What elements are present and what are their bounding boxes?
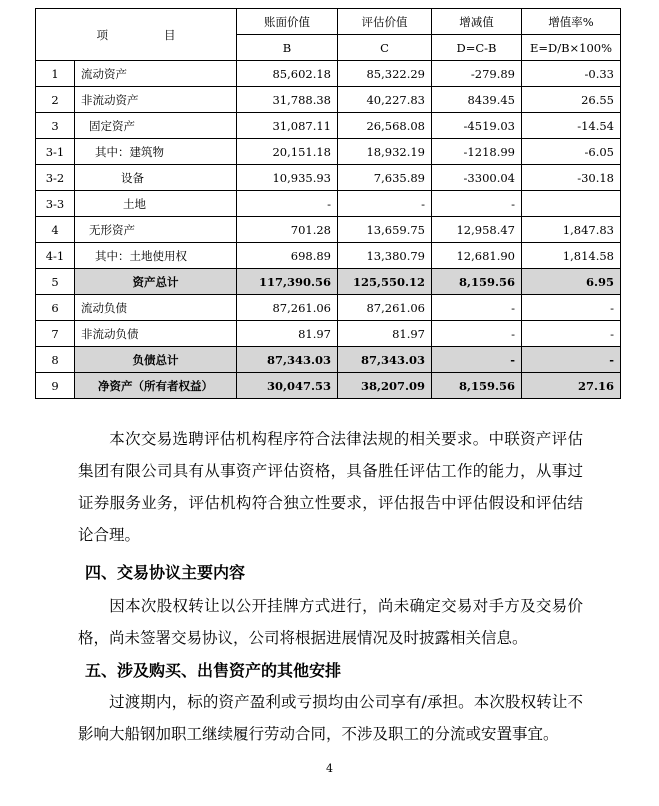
row-no: 3 [36,113,75,139]
row-rate: 27.16 [522,373,621,399]
row-rate: -14.54 [522,113,621,139]
paragraph-agreement [78,590,583,654]
table-header-row [36,9,621,35]
table-row [36,139,621,165]
row-book: 81.97 [237,321,338,347]
row-eval: 87,343.03 [338,347,432,373]
row-eval: 13,659.75 [338,217,432,243]
row-label: 土地 [75,191,237,217]
row-label: 净资产（所有者权益） [75,373,237,399]
header-diff: 增减值 [432,9,522,35]
row-diff: - [432,321,522,347]
table-row [36,295,621,321]
row-no: 8 [36,347,75,373]
row-no: 2 [36,87,75,113]
row-label: 非流动负债 [75,321,237,347]
subheader-eval: C [338,35,432,61]
row-eval: - [338,191,432,217]
row-eval: 87,261.06 [338,295,432,321]
row-rate: -30.18 [522,165,621,191]
header-item: 项 目 [36,9,237,61]
table-row [36,217,621,243]
row-rate: 26.55 [522,87,621,113]
table-row [36,321,621,347]
table-row [36,113,621,139]
row-diff: -3300.04 [432,165,522,191]
row-eval: 81.97 [338,321,432,347]
row-diff: - [432,347,522,373]
table-row-total-assets [36,269,621,295]
row-eval: 13,380.79 [338,243,432,269]
row-rate: -0.33 [522,61,621,87]
row-rate: 6.95 [522,269,621,295]
row-label: 无形资产 [75,217,237,243]
row-book: 698.89 [237,243,338,269]
table-row [36,191,621,217]
page-number: 4 [326,762,333,775]
row-rate: -6.05 [522,139,621,165]
row-label: 固定资产 [75,113,237,139]
row-book: 30,047.53 [237,373,338,399]
row-no: 9 [36,373,75,399]
asset-evaluation-table [35,8,621,399]
row-book: 10,935.93 [237,165,338,191]
row-diff: 8,159.56 [432,373,522,399]
row-book: 87,343.03 [237,347,338,373]
row-book: 31,788.38 [237,87,338,113]
paragraph-text: 本次交易选聘评估机构程序符合法律法规的相关要求。中联资产评估集团有限公司具有从事资产评估资格，具备胜任评估工作的能力，从事过证券服务业务，评估机构符合独立性要求，评估报告中评估假设和评估结论合理。 [78,430,583,544]
section-heading-other-arrangements: 五、涉及购买、出售资产的其他安排 [85,661,342,680]
row-rate [522,191,621,217]
row-diff: 12,958.47 [432,217,522,243]
row-label: 其中：建筑物 [75,139,237,165]
row-label: 非流动资产 [75,87,237,113]
row-no: 4-1 [36,243,75,269]
table-row [36,165,621,191]
row-diff: -279.89 [432,61,522,87]
header-eval-value: 评估价值 [338,9,432,35]
row-eval: 38,207.09 [338,373,432,399]
row-rate: 1,814.58 [522,243,621,269]
paragraph-text: 因本次股权转让以公开挂牌方式进行，尚未确定交易对手方及交易价格，尚未签署交易协议，公司将根据进展情况及时披露相关信息。 [78,597,583,647]
row-diff: - [432,295,522,321]
table-row-net-assets [36,373,621,399]
row-diff: -4519.03 [432,113,522,139]
row-eval: 85,322.29 [338,61,432,87]
row-book: 31,087.11 [237,113,338,139]
header-rate: 增值率% [522,9,621,35]
paragraph-text: 过渡期内，标的资产盈利或亏损均由公司享有/承担。本次股权转让不影响大船钢加职工继续履行劳动合同，不涉及职工的分流或安置事宜。 [78,693,583,743]
row-no: 4 [36,217,75,243]
row-rate: - [522,347,621,373]
row-book: - [237,191,338,217]
row-book: 87,261.06 [237,295,338,321]
paragraph-other-arrangements [78,686,583,750]
row-rate: - [522,321,621,347]
subheader-book: B [237,35,338,61]
row-diff: 12,681.90 [432,243,522,269]
subheader-diff: D=C-B [432,35,522,61]
row-book: 701.28 [237,217,338,243]
section-heading-agreement: 四、交易协议主要内容 [85,563,246,582]
table-row [36,243,621,269]
row-diff: 8,159.56 [432,269,522,295]
row-label: 资产总计 [75,269,237,295]
row-eval: 26,568.08 [338,113,432,139]
paragraph-evaluation-compliance [78,423,583,551]
row-diff: 8439.45 [432,87,522,113]
row-no: 1 [36,61,75,87]
row-no: 5 [36,269,75,295]
row-eval: 40,227.83 [338,87,432,113]
row-no: 6 [36,295,75,321]
row-diff: -1218.99 [432,139,522,165]
row-book: 85,602.18 [237,61,338,87]
row-eval: 125,550.12 [338,269,432,295]
row-no: 3-2 [36,165,75,191]
table-row-total-liabilities [36,347,621,373]
row-no: 7 [36,321,75,347]
row-eval: 18,932.19 [338,139,432,165]
row-label: 负债总计 [75,347,237,373]
row-diff: - [432,191,522,217]
row-book: 20,151.18 [237,139,338,165]
header-book-value: 账面价值 [237,9,338,35]
table-row [36,61,621,87]
row-label: 流动资产 [75,61,237,87]
row-rate: 1,847.83 [522,217,621,243]
row-label: 其中：土地使用权 [75,243,237,269]
row-label: 设备 [75,165,237,191]
row-no: 3-3 [36,191,75,217]
row-label: 流动负债 [75,295,237,321]
row-book: 117,390.56 [237,269,338,295]
table-row [36,87,621,113]
row-no: 3-1 [36,139,75,165]
row-rate: - [522,295,621,321]
row-eval: 7,635.89 [338,165,432,191]
subheader-rate: E=D/B×100% [522,35,621,61]
